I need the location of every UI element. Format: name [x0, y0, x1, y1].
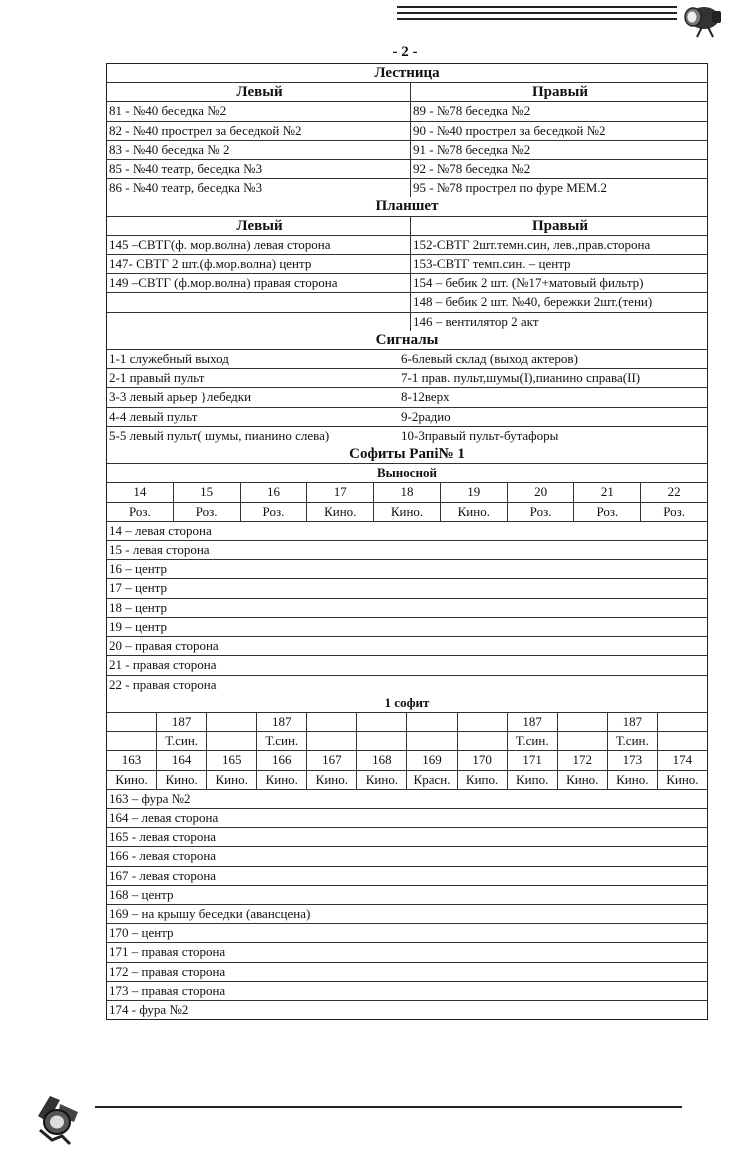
- first-lamp-filter: Кипо.: [508, 771, 558, 789]
- first-note: 166 - левая сторона: [109, 848, 217, 864]
- ladder-right: 90 - №40 прострел за беседкой №2: [413, 122, 606, 138]
- tablet-right: 146 – вентилятор 2 акт: [413, 313, 539, 329]
- ladder-left: 83 - №40 беседка № 2: [107, 141, 411, 159]
- outer-lamp-number: 18: [374, 483, 441, 501]
- extra-lamp-number: 187: [608, 713, 658, 731]
- first-lamp-number: 172: [558, 751, 608, 769]
- extra-lamp-filter: Т.син.: [257, 732, 307, 750]
- first-note-row: [107, 867, 707, 886]
- ladder-row: [107, 179, 707, 197]
- first-note: 167 - левая сторона: [109, 867, 217, 883]
- first-note: 168 – центр: [109, 886, 174, 902]
- extra-lamp-number: 187: [157, 713, 207, 731]
- header-rule-3: [397, 18, 677, 20]
- outer-lamp-number: 19: [441, 483, 508, 501]
- signals-title: Сигналы: [107, 331, 707, 350]
- extra-lamp-filter: Т.син.: [608, 732, 658, 750]
- outer-note-row: [107, 522, 707, 541]
- outer-note-row: [107, 618, 707, 637]
- extra-lamp-filter: [458, 732, 508, 750]
- outer-lamp-number: 16: [241, 483, 308, 501]
- first-note-row: [107, 982, 707, 1001]
- signal-left: 4-4 левый пульт: [109, 408, 198, 424]
- tablet-row: [107, 274, 707, 293]
- first-lamp-filter: Кино.: [307, 771, 357, 789]
- signal-left: 5-5 левый пульт( шумы, пианино слева): [109, 427, 330, 443]
- first-note: 173 – правая сторона: [109, 982, 226, 998]
- extra-lamp-number: [407, 713, 457, 731]
- outer-lamp-number: 21: [574, 483, 641, 501]
- signal-right: 10-3правый пульт-бутафоры: [401, 427, 559, 443]
- extra-lamp-number: [458, 713, 508, 731]
- first-lamp-number: 167: [307, 751, 357, 769]
- first-note: 174 - фура №2: [109, 1001, 189, 1017]
- first-lamp-number: 174: [672, 752, 693, 768]
- outer-lamp-filter: Кино.: [374, 503, 441, 521]
- outer-note: 21 - правая сторона: [109, 657, 217, 673]
- outer-note: 18 – центр: [109, 599, 168, 615]
- first-lamp-number: 164: [157, 751, 207, 769]
- ladder-right-head: Правый: [532, 84, 588, 101]
- signal-row: [107, 388, 707, 407]
- extra-lamp-number: [107, 713, 157, 731]
- ladder-right: 89 - №78 беседка №2: [413, 103, 531, 119]
- ladder-title: Лестница: [107, 64, 707, 83]
- outer-note: 17 – центр: [109, 580, 168, 596]
- first-lamp-number: 169: [407, 751, 457, 769]
- sofits-title: Софиты Рапі№ 1: [107, 445, 707, 464]
- spotlight-icon: [682, 2, 726, 38]
- signal-right: 6-6левый склад (выход актеров): [401, 351, 578, 367]
- tablet-right: 154 – бебик 2 шт. (№17+матовый фильтр): [413, 275, 644, 291]
- tablet-left: [107, 313, 411, 331]
- first-filter-row: [107, 771, 707, 790]
- first-note-row: [107, 924, 707, 943]
- outer-lamp-filter: Кино.: [307, 503, 374, 521]
- first-sofit-title: 1 софит: [107, 694, 707, 713]
- extra-lamp-number: 187: [257, 713, 307, 731]
- ladder-left-head: Левый: [107, 83, 411, 101]
- first-lamp-filter: Кино.: [107, 771, 157, 789]
- page-number: - 2 -: [392, 44, 418, 60]
- signal-row: [107, 369, 707, 388]
- outer-note-row: [107, 637, 707, 656]
- first-note: 172 – правая сторона: [109, 963, 226, 979]
- ladder-left: 85 - №40 театр, беседка №3: [107, 160, 411, 178]
- first-lamp-filter: Красн.: [407, 771, 457, 789]
- first-lamp-filter: Кино.: [157, 771, 207, 789]
- header-rule-2: [397, 12, 677, 14]
- extra-lamp-filter: Т.син.: [508, 732, 558, 750]
- ladder-row: [107, 122, 707, 141]
- signal-left: 3-3 левый арьер }лебедки: [109, 389, 252, 405]
- extra-lamp-filter: [558, 732, 608, 750]
- outer-lamp-filter: Роз.: [574, 503, 641, 521]
- ladder-row: [107, 141, 707, 160]
- signal-right: 9-2радио: [401, 408, 451, 424]
- outer-note-row: [107, 599, 707, 618]
- first-note-row: [107, 1001, 707, 1019]
- ladder-left: 82 - №40 прострел за беседкой №2: [107, 122, 411, 140]
- outer-note: 22 - правая сторона: [109, 676, 217, 692]
- tablet-title: Планшет: [107, 197, 707, 216]
- first-note: 163 – фура №2: [109, 790, 191, 806]
- outer-lamp-number: 20: [508, 483, 575, 501]
- ladder-row: [107, 102, 707, 121]
- extra-lamp-filter: [357, 732, 407, 750]
- first-note-row: [107, 847, 707, 866]
- outer-lamp-filter: Роз.: [508, 503, 575, 521]
- outer-note-row: [107, 541, 707, 560]
- extra-lamp-number: [658, 713, 707, 731]
- outer-note: 20 – правая сторона: [109, 638, 219, 654]
- ladder-left: 86 - №40 театр, беседка №3: [107, 179, 411, 197]
- extra-lamp-filter: [407, 732, 457, 750]
- tablet-row: [107, 313, 707, 331]
- signal-row: [107, 350, 707, 369]
- outer-note-row: [107, 579, 707, 598]
- ladder-right: 92 - №78 беседка №2: [413, 161, 531, 177]
- signal-left: 1-1 служебный выход: [109, 351, 229, 367]
- extra-lamp-filter: [107, 732, 157, 750]
- ladder-right: 95 - №78 прострел по фуре МЕМ.2: [413, 180, 608, 196]
- signal-right: 7-1 прав. пульт,шумы(I),пианино справа(II): [401, 370, 641, 386]
- header-rule-1: [397, 6, 677, 8]
- first-lamp-number: 170: [458, 751, 508, 769]
- outer-note: 15 - левая сторона: [109, 542, 210, 558]
- outer-note: 19 – центр: [109, 618, 168, 634]
- outer-lamp-filter: Роз.: [174, 503, 241, 521]
- outer-lamp-number: 14: [107, 483, 174, 501]
- outer-lamp-number: 22: [667, 484, 681, 500]
- first-note-row: [107, 886, 707, 905]
- first-lamp-number: 171: [508, 751, 558, 769]
- first-lamp-filter: Кино.: [608, 771, 658, 789]
- outer-filter-row: [107, 503, 707, 522]
- tablet-right: 148 – бебик 2 шт. №40, бережки 2шт.(тени): [413, 294, 653, 310]
- tablet-row: [107, 236, 707, 255]
- spotlight-icon: [30, 1090, 82, 1146]
- outer-sofit-title: Выносной: [107, 464, 707, 483]
- outer-lamp-number: 15: [174, 483, 241, 501]
- first-lamp-filter: Кипо.: [458, 771, 508, 789]
- first-lamp-number: 173: [608, 751, 658, 769]
- outer-note-row: [107, 656, 707, 675]
- tablet-right: 152-СВТГ 2шт.темн.син, лев.,прав.сторона: [413, 236, 651, 252]
- extra-lamp-number: [207, 713, 257, 731]
- tablet-right: 153-СВТГ темп.син. – центр: [413, 256, 571, 272]
- extra-lamp-filter: [307, 732, 357, 750]
- tablet-left-head: Левый: [107, 217, 411, 235]
- extra-lamp-number: 187: [508, 713, 558, 731]
- outer-lamp-filter: Роз.: [663, 503, 686, 519]
- first-extra-filter-row: [107, 732, 707, 751]
- outer-note: 14 – левая сторона: [109, 522, 212, 538]
- outer-number-row: [107, 483, 707, 502]
- first-number-row: [107, 751, 707, 770]
- first-note-row: [107, 828, 707, 847]
- first-extra-number-row: [107, 713, 707, 732]
- signal-right: 8-12верх: [401, 389, 450, 405]
- outer-lamp-filter: Роз.: [241, 503, 308, 521]
- first-note-row: [107, 905, 707, 924]
- signal-left: 2-1 правый пульт: [109, 370, 205, 386]
- ladder-right: 91 - №78 беседка №2: [413, 141, 531, 157]
- first-note: 171 – правая сторона: [109, 944, 226, 960]
- first-lamp-filter: Кино.: [257, 771, 307, 789]
- tablet-left: 145 –СВТГ(ф. мор.волна) левая сторона: [107, 236, 411, 254]
- first-lamp-number: 165: [207, 751, 257, 769]
- extra-lamp-filter: [658, 732, 707, 750]
- first-note: 165 - левая сторона: [109, 829, 217, 845]
- tablet-row: [107, 255, 707, 274]
- lighting-table: [106, 63, 708, 1020]
- outer-lamp-filter: Роз.: [107, 503, 174, 521]
- signal-row: [107, 427, 707, 445]
- outer-note: 16 – центр: [109, 561, 168, 577]
- first-lamp-number: 163: [107, 751, 157, 769]
- first-note-row: [107, 963, 707, 982]
- first-note-row: [107, 809, 707, 828]
- outer-note-row: [107, 560, 707, 579]
- footer-rule: [95, 1106, 682, 1108]
- extra-lamp-number: [307, 713, 357, 731]
- first-note-row: [107, 943, 707, 962]
- tablet-left: [107, 293, 411, 311]
- first-note-row: [107, 790, 707, 809]
- first-note: 170 – центр: [109, 925, 174, 941]
- extra-lamp-filter: [207, 732, 257, 750]
- extra-lamp-number: [357, 713, 407, 731]
- first-lamp-filter: Кино.: [207, 771, 257, 789]
- outer-note-row: [107, 676, 707, 694]
- tablet-left: 147- СВТГ 2 шт.(ф.мор.волна) центр: [107, 255, 411, 273]
- extra-lamp-filter: Т.син.: [157, 732, 207, 750]
- ladder-heads: [107, 83, 707, 102]
- signal-row: [107, 408, 707, 427]
- ladder-row: [107, 160, 707, 179]
- outer-lamp-number: 17: [307, 483, 374, 501]
- first-lamp-filter: Кино.: [558, 771, 608, 789]
- outer-lamp-filter: Кино.: [441, 503, 508, 521]
- first-note: 164 – левая сторона: [109, 809, 219, 825]
- tablet-row: [107, 293, 707, 312]
- first-lamp-filter: Кино.: [357, 771, 407, 789]
- first-lamp-number: 166: [257, 751, 307, 769]
- extra-lamp-number: [558, 713, 608, 731]
- tablet-left: 149 –СВТГ (ф.мор.волна) правая сторона: [107, 274, 411, 292]
- first-note: 169 – на крышу беседки (авансцена): [109, 905, 311, 921]
- ladder-left: 81 - №40 беседка №2: [107, 102, 411, 120]
- first-lamp-filter: Кино.: [666, 771, 699, 787]
- first-lamp-number: 168: [357, 751, 407, 769]
- tablet-heads: [107, 217, 707, 236]
- tablet-right-head: Правый: [532, 217, 588, 234]
